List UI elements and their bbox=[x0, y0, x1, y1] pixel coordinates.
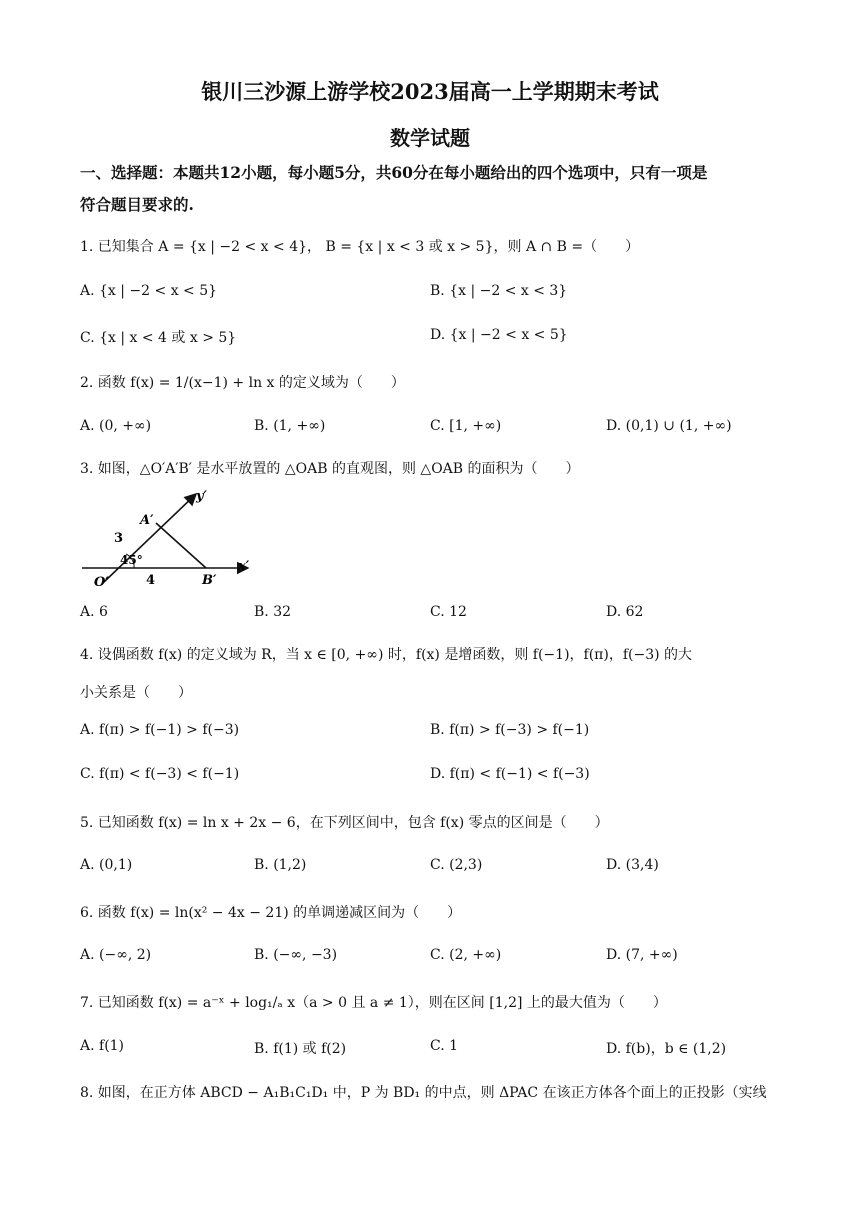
label-angle: 45° bbox=[120, 553, 143, 567]
label-a: A′ bbox=[140, 513, 154, 528]
question-4-option-d: D. f(π) < f(−1) < f(−3) bbox=[430, 766, 590, 782]
question-1-option-b: B. {x | −2 < x < 3} bbox=[430, 283, 568, 299]
question-6-option-d: D. (7, +∞) bbox=[606, 947, 678, 963]
segment-ab bbox=[156, 523, 206, 568]
question-7-option-d: D. f(b)，b ∈ (1,2) bbox=[606, 1041, 727, 1057]
question-7-stem: 7. 已知函数 f(x) = a⁻ˣ + log₁/ₐ x（a > 0 且 a ≠ 1），则在区间 [1,2] 上的最大值为（ ） bbox=[80, 995, 667, 1011]
question-2-option-b: B. (1, +∞) bbox=[254, 418, 326, 434]
section-heading-line1: 一、选择题：本题共12小题，每小题5分，共60分在每小题给出的四个选项中，只有一项是 bbox=[80, 163, 708, 182]
question-2-option-d: D. (0,1) ∪ (1, +∞) bbox=[606, 418, 732, 434]
label-side-4: 4 bbox=[146, 573, 156, 588]
question-8-stem: 8. 如图，在正方体 ABCD − A₁B₁C₁D₁ 中，P 为 BD₁ 的中点，则 ΔPAC 在该正方体各个面上的正投影（实线 bbox=[80, 1085, 767, 1101]
question-7-option-c: C. 1 bbox=[430, 1038, 459, 1054]
label-x: x′ bbox=[238, 559, 250, 574]
question-5-option-d: D. (3,4) bbox=[606, 857, 659, 873]
question-4-option-a: A. f(π) > f(−1) > f(−3) bbox=[80, 722, 240, 738]
question-3-stem: 3. 如图，△O′A′B′ 是水平放置的 △OAB 的直观图，则 △OAB 的面积为（ ） bbox=[80, 461, 580, 477]
question-2-option-a: A. (0, +∞) bbox=[80, 418, 152, 434]
question-3-option-b: B. 32 bbox=[254, 604, 292, 620]
question-5-option-b: B. (1,2) bbox=[254, 857, 307, 873]
label-side-3: 3 bbox=[114, 531, 124, 546]
question-3-option-d: D. 62 bbox=[606, 604, 644, 620]
question-6-option-c: C. (2, +∞) bbox=[430, 947, 502, 963]
exam-subtitle: 数学试题 bbox=[390, 126, 470, 150]
question-6-option-b: B. (−∞, −3) bbox=[254, 947, 338, 963]
question-2-option-c: C. [1, +∞) bbox=[430, 418, 502, 434]
question-1-option-d: D. {x | −2 < x < 5} bbox=[430, 327, 568, 343]
question-5-option-a: A. (0,1) bbox=[80, 857, 133, 873]
question-5-option-c: C. (2,3) bbox=[430, 857, 483, 873]
label-b: B′ bbox=[202, 573, 217, 588]
question-1-option-c: C. {x | x < 4 或 x > 5} bbox=[80, 330, 237, 346]
exam-title: 银川三沙源上游学校2023届高一上学期期末考试 bbox=[201, 79, 659, 104]
label-y: y′ bbox=[196, 489, 207, 504]
question-4-stem-cont: 小关系是（ ） bbox=[80, 685, 192, 701]
question-7-option-b: B. f(1) 或 f(2) bbox=[254, 1041, 347, 1057]
question-2-stem: 2. 函数 f(x) = 1/(x−1) + ln x 的定义域为（ ） bbox=[80, 375, 405, 391]
question-5-stem: 5. 已知函数 f(x) = ln x + 2x − 6，在下列区间中，包含 f(x) 零点的区间是（ ） bbox=[80, 815, 609, 831]
question-7-option-a: A. f(1) bbox=[80, 1038, 125, 1054]
question-3-option-a: A. 6 bbox=[80, 604, 108, 620]
question-3-option-c: C. 12 bbox=[430, 604, 467, 620]
oblique-view-figure bbox=[80, 484, 260, 594]
section-heading-line2: 符合题目要求的. bbox=[80, 195, 194, 214]
label-o: O′ bbox=[94, 575, 109, 590]
question-1-option-a: A. {x | −2 < x < 5} bbox=[80, 283, 218, 299]
question-1-stem: 1. 已知集合 A = {x | −2 < x < 4}， B = {x | x < 3 或 x > 5}，则 A ∩ B =（ ） bbox=[80, 239, 640, 255]
question-6-option-a: A. (−∞, 2) bbox=[80, 947, 152, 963]
question-4-option-c: C. f(π) < f(−3) < f(−1) bbox=[80, 766, 240, 782]
question-4-stem: 4. 设偶函数 f(x) 的定义域为 R，当 x ∈ [0, +∞) 时，f(x) 是增函数，则 f(−1)，f(π)，f(−3) 的大 bbox=[80, 647, 693, 663]
question-4-option-b: B. f(π) > f(−3) > f(−1) bbox=[430, 722, 590, 738]
question-6-stem: 6. 函数 f(x) = ln(x² − 4x − 21) 的单调递减区间为（ ） bbox=[80, 905, 462, 921]
